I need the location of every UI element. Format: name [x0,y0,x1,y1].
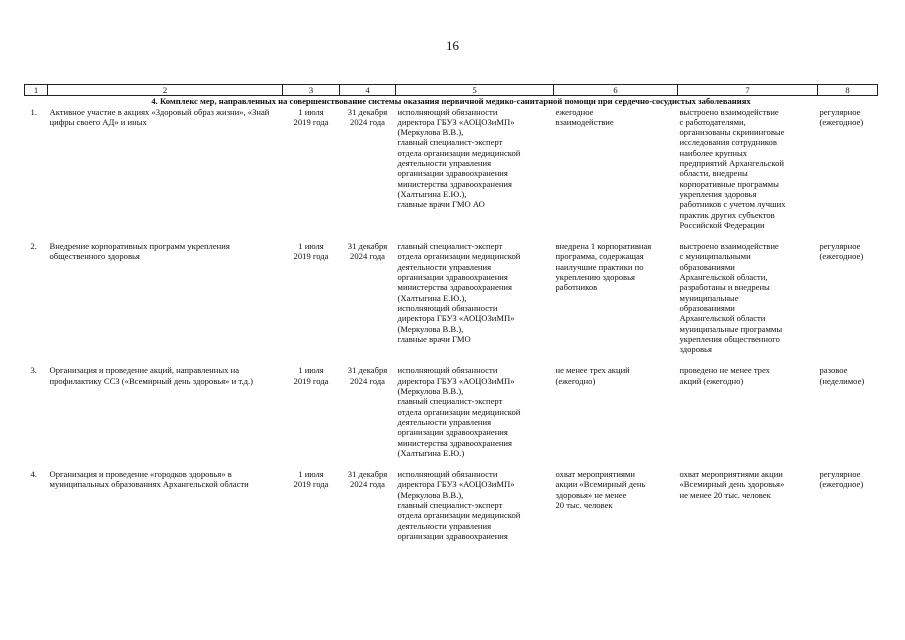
column-number: 6 [554,85,678,96]
start-date: 1 июля 2019 года [293,106,329,127]
measure-type: регулярное (ежегодное) [819,469,864,490]
column-number: 7 [678,85,818,96]
responsible-persons: исполняющий обязанности директора ГБУЗ «АОЦОЗиМП» (Меркулова В.В.), главный специалист-эксперт отдела организации медицинской деятельности управления организации здравоохранения [397,469,521,541]
end-date: 31 декабря 2024 года [347,241,388,262]
measure-type: регулярное (ежегодное) [819,241,864,262]
responsible-persons: исполняющий обязанности директора ГБУЗ «АОЦОЗиМП» (Меркулова В.В.), главный специалист-эксперт отдела организации медицинской деятельности управления организации здравоохранения министерства здравоохранения (Халтыгина Е.Ю.) [397,365,521,458]
page-number: 16 [446,38,459,53]
column-number-row [25,85,878,96]
end-date: 31 декабря 2024 года [347,365,388,386]
expected-result: выстроено взаимодействие с работодателями, организованы скрининговые исследования сотрудников наиболее крупных предприятий Архангельской области, внедрены корпоративные программы укрепления здоровья работников с учетом лучших практик других субъектов Российской Федерации [679,106,786,230]
column-number: 3 [283,85,340,96]
column-number: 4 [340,85,396,96]
measure-name: Внедрение корпоративных программ укрепления общественного здоровья [49,241,230,262]
expected-result: проведено не менее трех акций (ежегодно) [679,365,770,386]
start-date: 1 июля 2019 года [293,469,329,490]
end-date: 31 декабря 2024 года [347,469,388,490]
row-number: 4. [30,469,37,480]
row-number: 2. [30,241,37,252]
row-number: 1. [30,106,37,117]
start-date: 1 июля 2019 года [293,365,329,386]
expected-result: выстроено взаимодействие с муниципальными образованиями Архангельской области, разработаны и внедрены муниципальные образованиями Архангельской области муниципальные программы укрепления общественного здоровья [679,241,783,355]
column-number: 1 [25,85,48,96]
target-indicator: внедрена 1 корпоративная программа, содержащая наилучшие практики по укреплению здоровья работников [555,241,652,293]
table-row [25,241,878,365]
target-indicator: не менее трех акций (ежегодно) [555,365,630,386]
measure-name: Активное участие в акциях «Здоровый образ жизни», «Знай цифры своего АД» и иных [49,106,270,127]
responsible-persons: главный специалист-эксперт отдела организации медицинской деятельности управления организации здравоохранения министерства здравоохранения (Халтыгина Е.Ю.), исполняющий обязанности директора ГБУЗ «АОЦОЗиМП» (Меркулова В.В.), главные врачи ГМО [397,241,521,344]
target-indicator: ежегодное взаимодействие [555,106,614,127]
column-number: 5 [396,85,554,96]
column-number: 2 [48,85,283,96]
measure-name: Организация и проведение «городков здоровья» в муниципальных образованиях Архангельской области [49,469,249,490]
end-date: 31 декабря 2024 года [347,106,388,127]
row-number: 3. [30,365,37,376]
measure-type: регулярное (ежегодное) [819,106,864,127]
expected-result: охват мероприятиями акции «Всемирный день здоровья» не менее 20 тыс. человек [679,469,785,500]
table-row [25,365,878,469]
start-date: 1 июля 2019 года [293,241,329,262]
table-row [25,107,878,242]
target-indicator: охват мероприятиями акции «Всемирный день здоровья» не менее 20 тыс. человек [555,469,646,510]
section-row [25,96,878,107]
section-title: 4. Комплекс мер, направленных на совершенствование системы оказания первичной медико-санитарной помощи при сердечно-сосудистых заболеваниях [151,96,751,107]
column-number: 8 [818,85,878,96]
measure-name: Организация и проведение акций, направленных на профилактику ССЗ («Всемирный день здоровья» и т.д.) [49,365,253,386]
responsible-persons: исполняющий обязанности директора ГБУЗ «АОЦОЗиМП» (Меркулова В.В.), главный специалист-эксперт отдела организации медицинской деятельности управления организации здравоохранения министерства здравоохранения (Халтыгина Е.Ю.), главные врачи ГМО АО [397,106,521,210]
table-row [25,469,878,552]
measure-type: разовое (неделимое) [819,365,865,386]
measures-table [24,84,878,552]
